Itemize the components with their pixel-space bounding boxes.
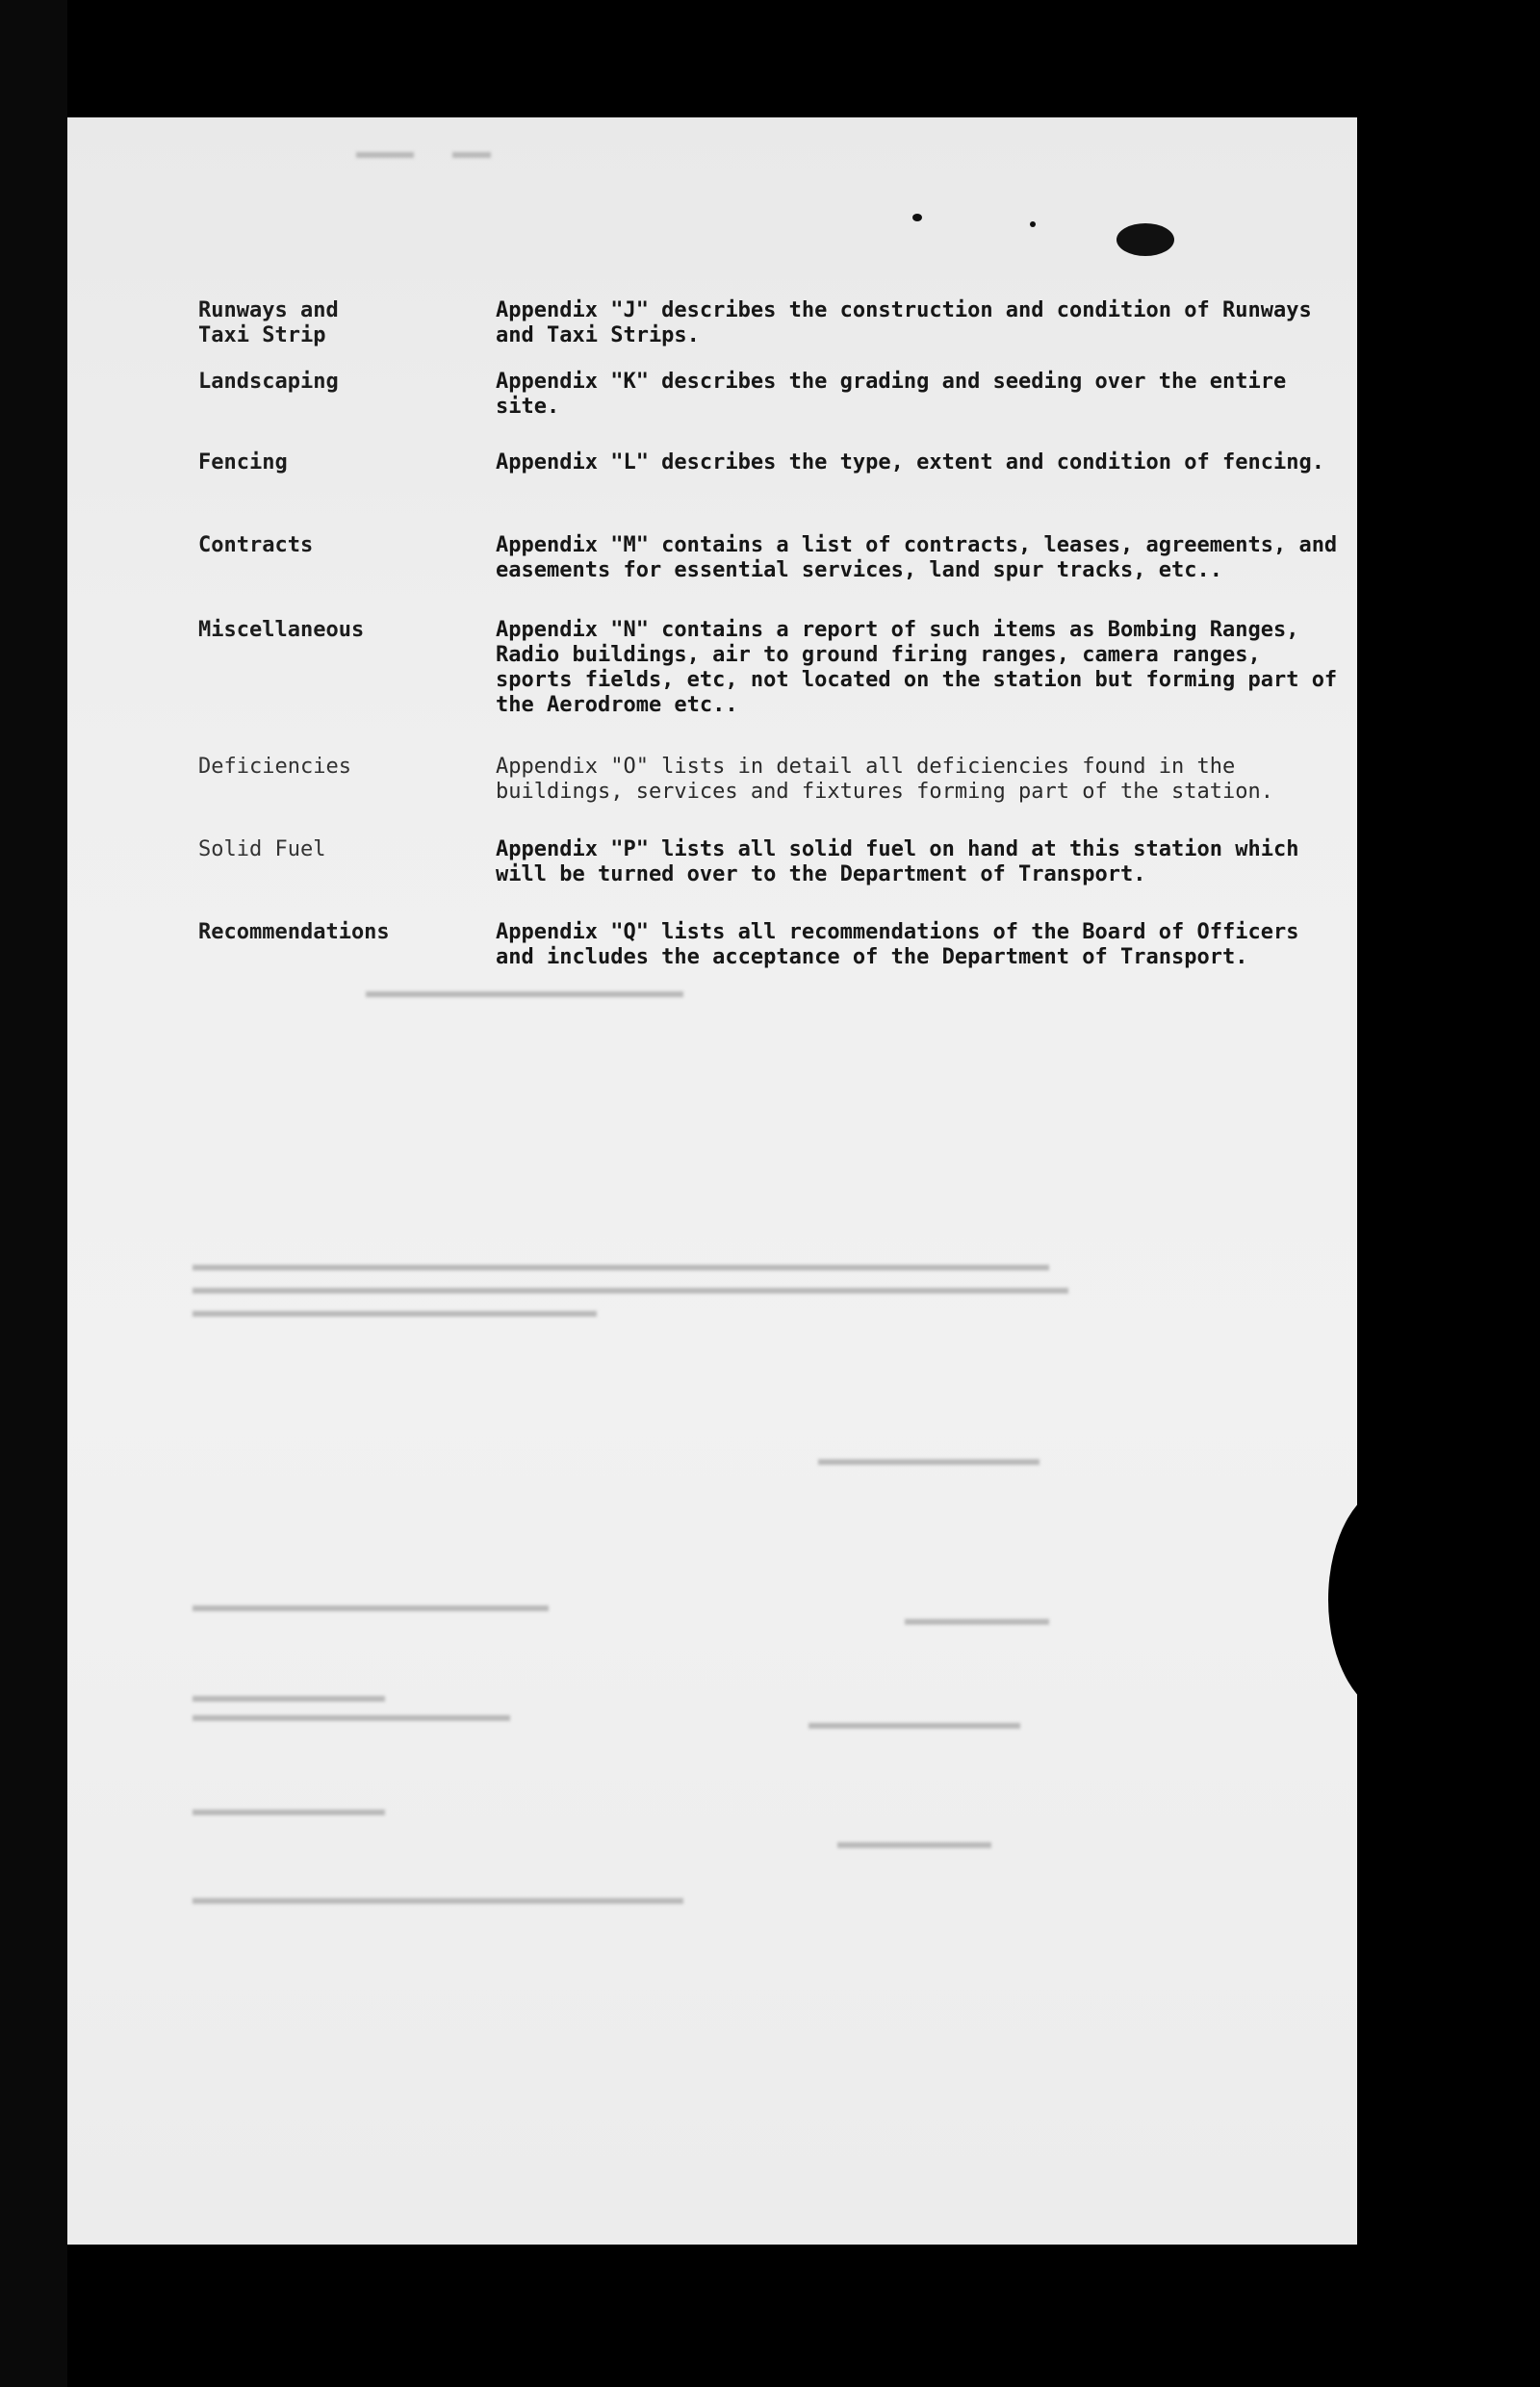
entry-text: Appendix "P" lists all solid fuel on hand at this station which will be turned over to the Department of Transport. xyxy=(496,837,1299,886)
bleed-through xyxy=(905,1619,1049,1625)
entry-label: Deficiencies xyxy=(198,755,351,779)
bleed-through xyxy=(192,1265,1049,1270)
entry-text: Appendix "O" lists in detail all deficiencies found in the buildings, services and fixtures forming part of the station. xyxy=(496,755,1273,804)
entry-text: Appendix "Q" lists all recommendations of the Board of Officers and includes the acceptance of the Department of Transport. xyxy=(496,920,1299,969)
entry-text: Appendix "N" contains a report of such items as Bombing Ranges, Radio buildings, air to ground firing ranges, camera ranges, sports fields, etc, not located on the station but forming part of the Aerodrome etc.. xyxy=(496,618,1338,717)
scan-border xyxy=(0,0,67,2387)
entry-label: Fencing xyxy=(198,450,288,475)
bleed-through xyxy=(808,1723,1020,1729)
bleed-through xyxy=(192,1605,549,1611)
bleed-through xyxy=(192,1715,510,1721)
bleed-through xyxy=(366,991,683,997)
bleed-through xyxy=(192,1696,385,1702)
bleed-through xyxy=(192,1311,597,1317)
entry-label: Solid Fuel xyxy=(198,837,326,861)
document-page xyxy=(67,117,1357,2245)
entry-label: Contracts xyxy=(198,533,314,557)
entry-label: Miscellaneous xyxy=(198,618,365,642)
bleed-through xyxy=(192,1810,385,1815)
ink-blot xyxy=(1116,223,1174,256)
bleed-through xyxy=(356,152,414,158)
entry-text: Appendix "L" describes the type, extent and condition of fencing. xyxy=(496,450,1324,475)
bleed-through xyxy=(192,1898,683,1904)
torn-notch xyxy=(1328,1484,1357,1715)
bleed-through xyxy=(837,1842,991,1848)
entry-label: Landscaping xyxy=(198,370,339,394)
bleed-through xyxy=(452,152,491,158)
entry-text: Appendix "J" describes the construction and condition of Runways and Taxi Strips. xyxy=(496,298,1312,347)
entry-label: Recommendations xyxy=(198,920,390,944)
bleed-through xyxy=(192,1288,1068,1294)
entry-label: Runways and Taxi Strip xyxy=(198,298,339,347)
ink-speck xyxy=(912,214,922,221)
entry-text: Appendix "M" contains a list of contracts, leases, agreements, and easements for essential services, land spur tracks, etc.. xyxy=(496,533,1338,582)
entry-text: Appendix "K" describes the grading and seeding over the entire site. xyxy=(496,370,1287,419)
ink-speck xyxy=(1030,221,1036,227)
bleed-through xyxy=(818,1459,1040,1465)
